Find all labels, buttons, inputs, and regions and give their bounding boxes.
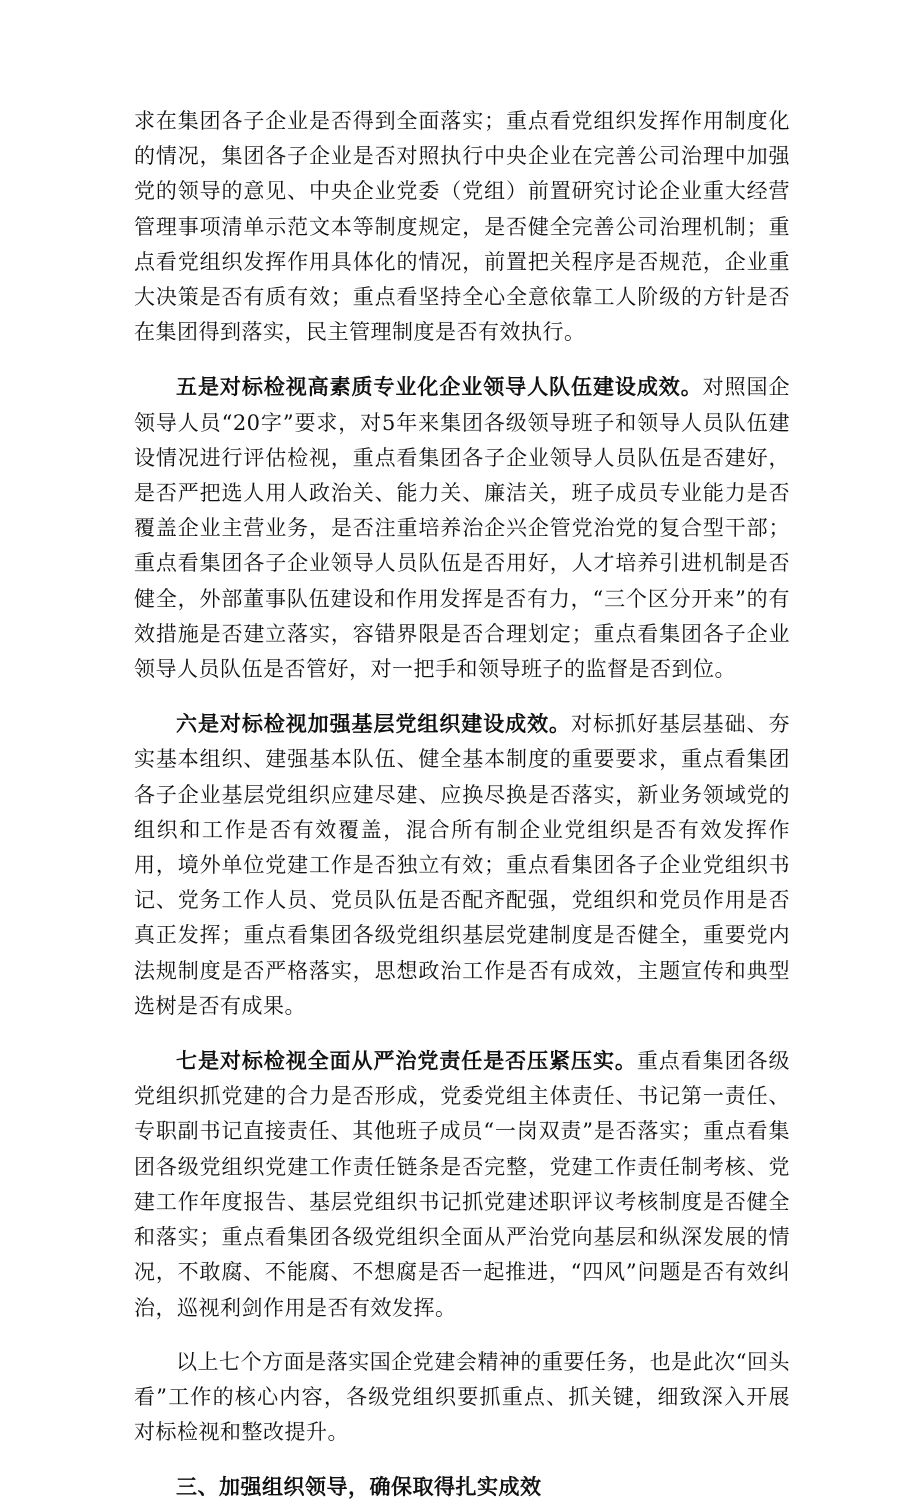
paragraph-lead: 七是对标检视全面从严治党责任是否压紧压实。 [176, 1048, 637, 1074]
paragraph-text: 求在集团各子企业是否得到全面落实；重点看党组织发挥作用制度化的情况，集团各子企业是否对照执行中央企业在完善公司治理中加强党的领导的意见、中央企业党委（党组）前置研究讨论企业重大经营管理事项清单示范文本等制度规定，是否健全完善公司治理机制；重点看党组织发挥作用具体化的情况，前置把关程序是否规范，企业重大决策是否有质有效；重点看坚持全心全意依靠工人阶级的方针是否在集团得到落实，民主管理制度是否有效执行。 [134, 109, 790, 345]
paragraph-point-seven [134, 1043, 790, 1326]
paragraph-point-five [134, 369, 790, 687]
paragraph-lead: 六是对标检视加强基层党组织建设成效。 [176, 711, 571, 737]
paragraph-text: 对照国企领导人员“20字”要求，对5年来集团各级领导班子和领导人员队伍建设情况进行评估检视，重点看集团各子企业领导人员队伍是否建好，是否严把选人用人政治关、能力关、廉洁关，班子成员专业能力是否覆盖企业主营业务，是否注重培养治企兴企管党治党的复合型干部；重点看集团各子企业领导人员队伍是否用好，人才培养引进机制是否健全，外部董事队伍建设和作用发挥是否有力，“三个区分开来”的有效措施是否建立落实，容错界限是否合理划定；重点看集团各子企业领导人员队伍是否管好，对一把手和领导班子的监督是否到位。 [134, 375, 791, 682]
paragraph-lead: 五是对标检视高素质专业化企业领导人队伍建设成效。 [176, 374, 703, 400]
paragraph-text: 以上七个方面是落实国企党建会精神的重要任务，也是此次“回头看”工作的核心内容，各级党组织要抓重点、抓关键，细致深入开展对标检视和整改提升。 [134, 1349, 790, 1445]
paragraph-text: 重点看集团各级党组织抓党建的合力是否形成，党委党组主体责任、书记第一责任、专职副书记直接责任、其他班子成员“一岗双责”是否落实；重点看集团各级党组织党建工作责任链条是否完整，党建工作责任制考核、党建工作年度报告、基层党组织书记抓党建述职评议考核制度是否健全和落实；重点看集团各级党组织全面从严治党向基层和纵深发展的情况，不敢腐、不能腐、不想腐是否一起推进，“四风”问题是否有效纠治，巡视利剑作用是否有效发挥。 [134, 1049, 791, 1320]
paragraph-continuation [134, 104, 790, 350]
paragraph-text: 对标抓好基层基础、夯实基本组织、建强基本队伍、健全基本制度的重要要求，重点看集团各子企业基层党组织应建尽建、应换尽换是否落实，新业务领域党的组织和工作是否有效覆盖，混合所有制企业党组织是否有效发挥作用，境外单位党建工作是否独立有效；重点看集团各子企业党组织书记、党务工作人员、党员队伍是否配齐配强，党组织和党员作用是否真正发挥；重点看集团各级党组织基层党建制度是否健全，重要党内法规制度是否严格落实，思想政治工作是否有成效，主题宣传和典型选树是否有成果。 [134, 712, 790, 1018]
document-page [134, 104, 790, 1505]
section-heading: 三、加强组织领导，确保取得扎实成效 [176, 1474, 542, 1500]
paragraph-point-six [134, 706, 790, 1024]
paragraph-summary [134, 1345, 790, 1451]
